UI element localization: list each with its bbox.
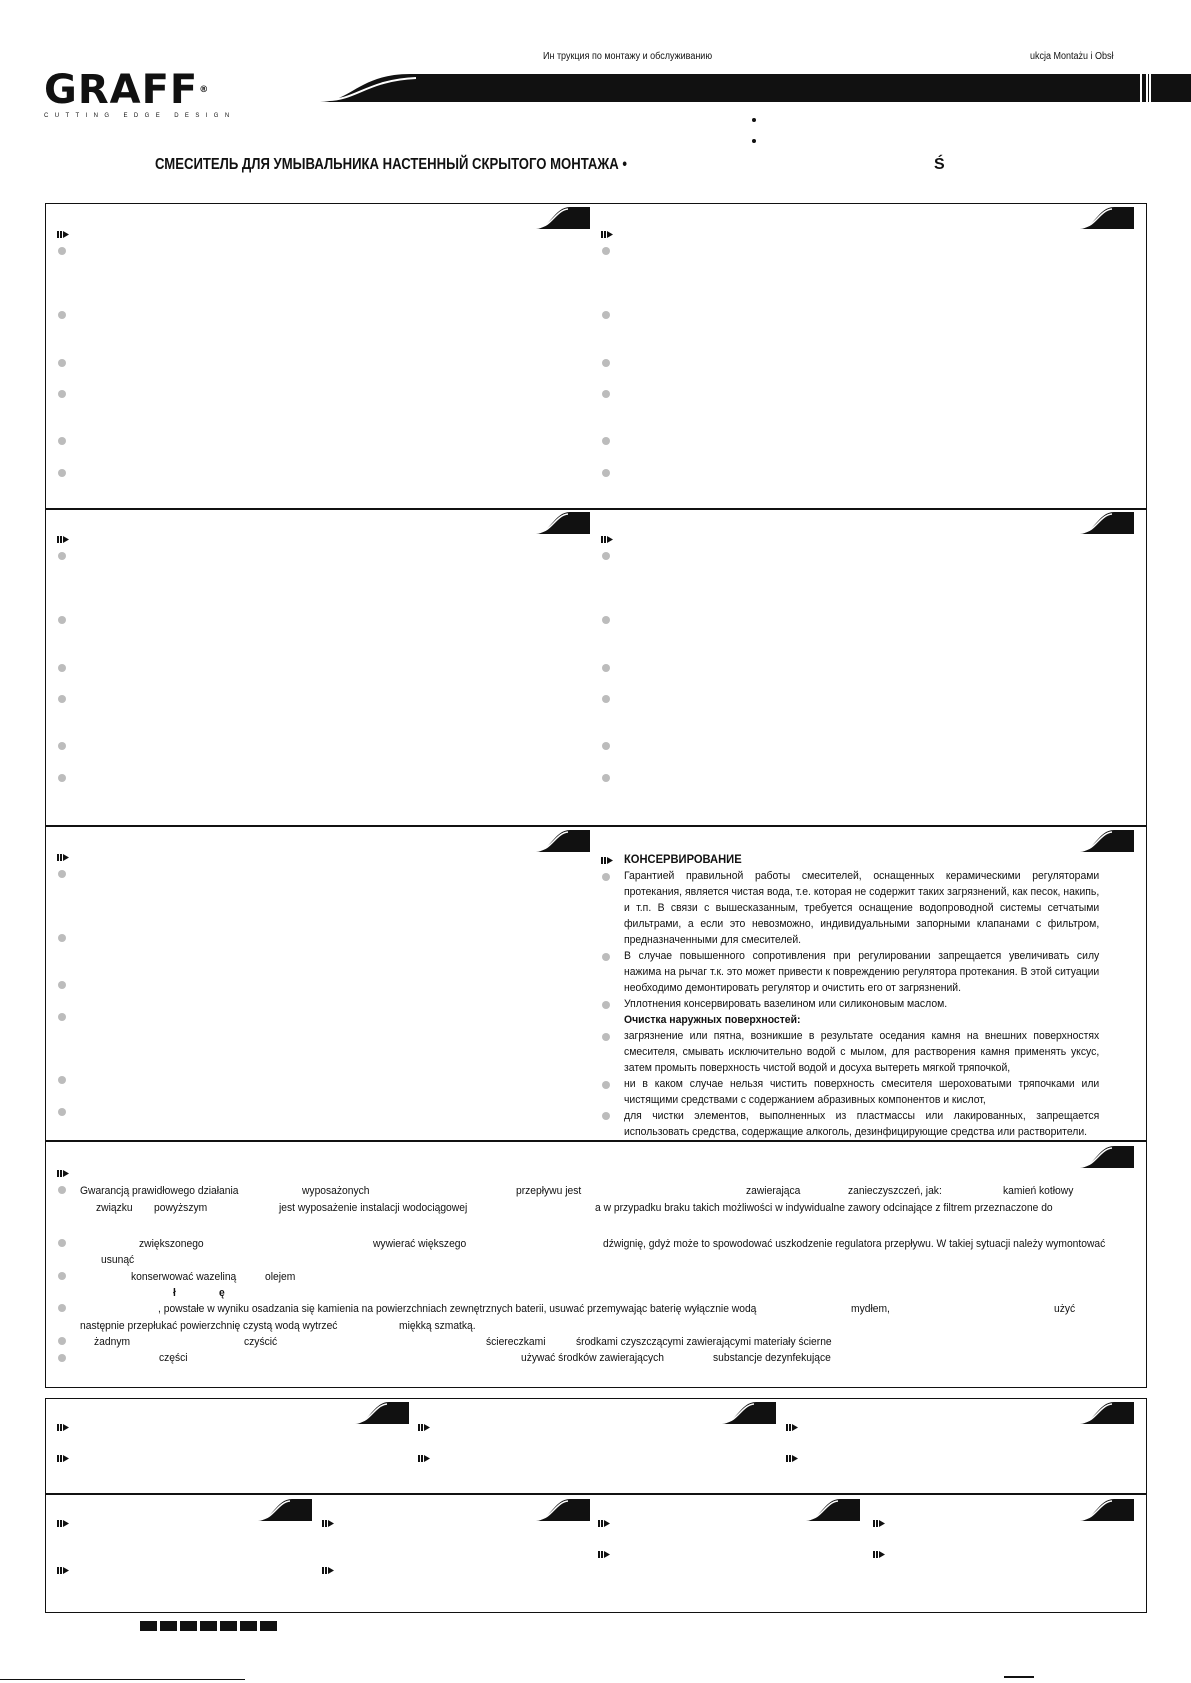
maintenance-pl-text: użyć [1054, 1303, 1076, 1315]
section-tab [258, 1499, 312, 1521]
bottom-edge-line [0, 1679, 245, 1680]
bullet [602, 742, 610, 750]
bullet [602, 616, 610, 624]
maintenance-pl-text: miękką szmatką. [399, 1320, 476, 1332]
bullet [602, 695, 610, 703]
logo-tagline: CUTTING EDGE DESIGN [44, 113, 236, 119]
maintenance-pl-text: przepływu jest [516, 1185, 582, 1197]
maintenance-ru-paragraph-5: ни в каком случае нельзя чистить поверхность смесителя шероховатыми тряпочками или чистящими средствами с содержанием абразивных компонентов и кислот, [624, 1078, 1100, 1106]
maintenance-pl-text: części [159, 1352, 188, 1364]
maintenance-pl-text: powyższym [154, 1202, 208, 1214]
maintenance-pl-text: wyposażonych [302, 1185, 370, 1197]
bullet [58, 981, 66, 989]
maintenance-pl-text: zanieczyszczeń, jak: [848, 1185, 942, 1197]
maintenance-pl-text: ściereczkami [486, 1336, 546, 1348]
section-tab [1080, 1402, 1134, 1424]
maintenance-ru-subheading: Очистка наружных поверхностей: [624, 1014, 801, 1026]
maintenance-ru-paragraph-6: для чистки элементов, выполненных из пластмассы или лакированных, запрещается использовать средства, содержащие алкоголь, дезинфицирующие средства или растворители. [624, 1110, 1100, 1138]
section-tab [355, 1402, 409, 1424]
section-tab [722, 1402, 776, 1424]
section-tab [1080, 512, 1134, 534]
maintenance-pl-text: substancje dezynfekujące [713, 1352, 831, 1364]
section-arrow-icon [601, 536, 613, 543]
bullet [58, 359, 66, 367]
section-arrow-icon [418, 1455, 430, 1462]
footer-square [200, 1621, 217, 1631]
section-arrow-icon [418, 1424, 430, 1431]
maintenance-pl-text: czyścić [244, 1336, 278, 1348]
bullet [602, 311, 610, 319]
page-title-extra: Ś [934, 156, 945, 173]
bottom-edge-mark [1004, 1676, 1034, 1678]
section-arrow-icon [57, 1567, 69, 1574]
maintenance-pl-text: a w przypadku braku takich możliwości w indywidualne zawory odcinające z filtrem przeznaczone do [595, 1202, 1053, 1214]
section-tab [806, 1499, 860, 1521]
maintenance-ru-heading: КОНСЕРВИРОВАНИЕ [624, 852, 742, 866]
maintenance-pl-text: zawierająca [746, 1185, 801, 1197]
bullet [602, 664, 610, 672]
page-title: СМЕСИТЕЛЬ ДЛЯ УМЫВАЛЬНИКА НАСТЕННЫЙ СКРЫТОГО МОНТАЖА • [155, 156, 627, 173]
section-tab [1080, 830, 1134, 852]
section-tab [1080, 207, 1134, 229]
bullet [58, 774, 66, 782]
bullet [58, 469, 66, 477]
bullet [602, 359, 610, 367]
maintenance-pl-text: Gwarancją prawidłowego działania [80, 1185, 239, 1197]
maintenance-pl-text: ę [219, 1287, 225, 1299]
section-arrow-icon [873, 1520, 885, 1527]
section-tab [536, 830, 590, 852]
maintenance-pl-text: konserwować wazeliną [131, 1271, 237, 1283]
section-tab [536, 512, 590, 534]
section-divider [45, 1493, 1147, 1495]
logo-registered-mark: ® [199, 85, 210, 95]
bullet [58, 1239, 66, 1247]
footer-square [240, 1621, 257, 1631]
header-banner-bar [320, 72, 1191, 104]
maintenance-pl-text: używać środków zawierających [521, 1352, 665, 1364]
footer-square [140, 1621, 157, 1631]
section-divider [45, 508, 1147, 510]
section-divider [45, 825, 1147, 827]
graff-logo [44, 67, 236, 119]
maintenance-pl-text: dźwignię, gdyż może to spowodować uszkodzenie regulatora przepływu. W takiej sytuacji należy wymontować [603, 1238, 1106, 1250]
section-arrow-icon [57, 536, 69, 543]
section-arrow-icon [57, 1170, 69, 1177]
section-tab [536, 207, 590, 229]
bullet [58, 437, 66, 445]
maintenance-pl-text: żadnym [94, 1336, 131, 1348]
bottom-box [45, 1398, 1147, 1613]
bullet [58, 1108, 66, 1116]
bullet [602, 953, 610, 961]
section-arrow-icon [322, 1520, 334, 1527]
bullet [58, 1337, 66, 1345]
bullet [58, 664, 66, 672]
footer-square [160, 1621, 177, 1631]
maintenance-pl-text: ł [173, 1287, 176, 1299]
maintenance-ru-paragraph-4: загрязнение или пятна, возникшие в результате оседания камня на внешних поверхностях смесителя, смывать исключительно водой с мылом, для растворения камня применять уксус, затем промыть поверхность чистой водой и досуха вытереть мягкой тряпочкой, [624, 1030, 1100, 1074]
maintenance-pl-text: środkami czyszczącymi zawierającymi materiały ścierne [576, 1336, 832, 1348]
bullet [602, 873, 610, 881]
bullet [602, 1112, 610, 1120]
maintenance-pl-text: wywierać większego [373, 1238, 467, 1250]
bullet [602, 1081, 610, 1089]
bullet [58, 870, 66, 878]
maintenance-pl-text: , powstałe w wyniku osadzania się kamienia na powierzchniach zewnętrznych baterii, usuwać przemywając baterię wyłącznie wodą [158, 1303, 757, 1315]
section-tab [536, 1499, 590, 1521]
footer-square [180, 1621, 197, 1631]
bullet [58, 934, 66, 942]
bullet [58, 1354, 66, 1362]
section-arrow-icon [598, 1551, 610, 1558]
maintenance-ru-paragraph-1: Гарантией правильной работы смесителей, оснащенных керамическими регуляторами протекания, является чистая вода, т.е. которая не содержит таких загрязнений, как песок, накипь, и т.п. В связи с вышесказанным, требуется оснащение водопроводной системы сетчатыми фильтрами, а если это невозможно, индивидуальными запорными клапанами с фильтром, предназначенными для смесителей. [624, 870, 1100, 946]
logo-word: GRAFF [44, 67, 199, 113]
footer-square [220, 1621, 237, 1631]
section-arrow-icon [57, 1424, 69, 1431]
section-arrow-icon [873, 1551, 885, 1558]
bullet [58, 1304, 66, 1312]
section-arrow-icon [598, 1520, 610, 1527]
maintenance-pl-text: następnie przepłukać powierzchnię czystą wodą wytrzeć [80, 1320, 338, 1332]
bullet [602, 1001, 610, 1009]
maintenance-pl-text: olejem [265, 1271, 296, 1283]
section-arrow-icon [786, 1455, 798, 1462]
section-arrow-icon [322, 1567, 334, 1574]
maintenance-pl-text: mydłem, [851, 1303, 890, 1315]
bullet [58, 1076, 66, 1084]
header-pl-text: ukcja Montażu i Obsł [1030, 51, 1114, 62]
section-arrow-icon [786, 1424, 798, 1431]
maintenance-ru-paragraph-2: В случае повышенного сопротивления при регулировании запрещается увеличивать силу нажима на рычаг т.к. это может привести к повреждению регулятора протекания. В этой ситуации необходимо демонтировать регулятор и очистить его от загрязнений. [624, 950, 1100, 994]
section-arrow-icon [57, 1455, 69, 1462]
maintenance-ru-paragraph-3: Уплотнения консервировать вазелином или силиконовым маслом. [624, 998, 948, 1010]
bullet [602, 390, 610, 398]
bullet [58, 552, 66, 560]
bullet [602, 552, 610, 560]
footer-square [260, 1621, 277, 1631]
section-arrow-icon [601, 857, 613, 864]
bullet [58, 742, 66, 750]
maintenance-pl-text: kamień kotłowy [1003, 1185, 1074, 1197]
bullet [58, 695, 66, 703]
bullet [58, 1186, 66, 1194]
bullet [58, 1272, 66, 1280]
section-tab [1080, 1499, 1134, 1521]
maintenance-pl-text: zwiększonego [139, 1238, 204, 1250]
section-arrow-icon [601, 231, 613, 238]
bullet [602, 1033, 610, 1041]
bullet [58, 390, 66, 398]
section-tab [1080, 1146, 1134, 1168]
bullet [602, 437, 610, 445]
bullet [602, 774, 610, 782]
section-divider [45, 1140, 1147, 1142]
bullet [58, 311, 66, 319]
bullet [58, 1013, 66, 1021]
section-arrow-icon [57, 854, 69, 861]
header-dot [752, 139, 756, 143]
bullet [58, 247, 66, 255]
bullet [602, 247, 610, 255]
section-arrow-icon [57, 231, 69, 238]
bullet [58, 616, 66, 624]
section-arrow-icon [57, 1520, 69, 1527]
header-ru-text: Ин трукция по монтажу и обслуживанию [543, 51, 713, 62]
header-dot [752, 118, 756, 122]
maintenance-pl-text: usunąć [101, 1254, 135, 1266]
maintenance-pl-text: związku [96, 1202, 133, 1214]
bullet [602, 469, 610, 477]
maintenance-pl-text: jest wyposażenie instalacji wodociągowej [279, 1202, 468, 1214]
